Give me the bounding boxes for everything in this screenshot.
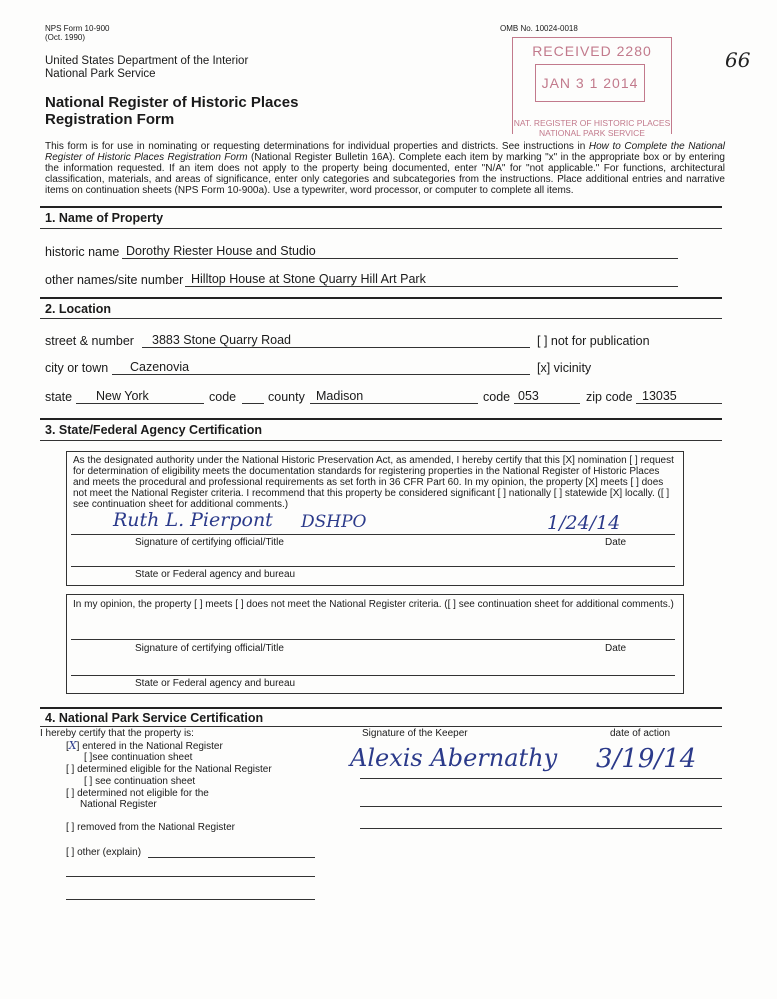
- certifying-title: DSHPO: [301, 512, 367, 532]
- keeper-signature: Alexis Abernathy: [350, 744, 558, 772]
- county-code-label: code: [483, 390, 511, 404]
- certification-text: As the designated authority under the National Historic Preservation Act, as amended, I hereby certify that this [X] nomination [ ] request for determination of eligibility meets the documentation standards for registering properties in the National Register of Historic Places and meets the procedural and professional requirements as set forth in 36 CFR Part 60. In my opinion, the property [X] meets [ ] does not meet the National Register criteria. I recommend that this property be considered significant [ ] nationally [ ] statewide [X] locally. ([ ] see continuation sheet for additional comments.): [73, 455, 674, 510]
- stamp-received: RECEIVED 2280: [532, 43, 652, 59]
- entered-mark: X: [68, 739, 77, 752]
- stamp-line-2: NATIONAL PARK SERVICE: [539, 128, 645, 138]
- keeper-label: Signature of the Keeper: [362, 728, 468, 739]
- agency-line-1: [71, 566, 675, 567]
- other-line-2: [66, 876, 315, 877]
- street-label: street & number: [45, 334, 134, 348]
- section-4-top-rule: [40, 707, 722, 709]
- keeper-line-2: [360, 806, 722, 807]
- service: National Park Service: [45, 68, 156, 80]
- department: United States Department of the Interior: [45, 55, 249, 67]
- other-names-value: Hilltop House at Stone Quarry Hill Art Park: [191, 272, 426, 286]
- state-code-field[interactable]: [242, 389, 264, 404]
- stamp-date: JAN 3 1 2014: [541, 75, 639, 91]
- street-value: 3883 Stone Quarry Road: [152, 333, 291, 347]
- omb-number: OMB No. 10024-0018: [500, 24, 578, 33]
- section-3-top-rule: [40, 418, 722, 420]
- date-label-1: Date: [605, 537, 627, 548]
- stamp-line-1: NAT. REGISTER OF HISTORIC PLACES: [513, 118, 671, 128]
- street-field[interactable]: [142, 333, 530, 348]
- state-code-label: code: [209, 390, 237, 404]
- city-label: city or town: [45, 361, 109, 375]
- keeper-line-3: [360, 828, 722, 829]
- state-field[interactable]: [76, 389, 204, 404]
- page-mark: 66: [725, 48, 751, 72]
- keeper-line-1: [360, 778, 722, 779]
- section-1-rule: [40, 228, 722, 229]
- section-2-rule: [40, 318, 722, 319]
- entered-checkbox[interactable]: [X] entered in the National Register: [66, 739, 223, 752]
- section-2-top-rule: [40, 297, 722, 299]
- county-label: county: [268, 390, 305, 404]
- section-1-heading: 1. Name of Property: [45, 211, 164, 225]
- zip-field[interactable]: [636, 389, 722, 404]
- historic-name-label: historic name: [45, 245, 120, 259]
- historic-name-value: Dorothy Riester House and Studio: [126, 244, 316, 258]
- form-title: National Register of Historic Places: [45, 94, 299, 111]
- form-subtitle: Registration Form: [45, 111, 175, 128]
- instructions: This form is for use in nominating or requesting determinations for individual properties and districts. See instructions in How to Complete the National Register of Historic Places Registration Form (National Register Bulletin 16A). Complete each item by marking "x" in the appropriate box or by entering the information requested. If an item does not apply to the property being documented, enter "N/A" for "not applicable." For functions, architectural classification, materials, and areas of significance, enter only categories and subcategories from the instructions. Place additional entries and narrative items on continuation sheets (NPS Form 10-900a). Use a typewriter, word processor, or computer to complete all items.: [45, 141, 725, 196]
- state-certification-box: [66, 451, 684, 586]
- agency-label-1: State or Federal agency and bureau: [135, 569, 296, 580]
- other-names-label: other names/site number: [45, 273, 184, 287]
- zip-value: 13035: [642, 389, 677, 403]
- stamp-date-box: [535, 64, 645, 102]
- not-eligible-label: National Register: [80, 799, 157, 810]
- signature-line-1: [71, 534, 675, 535]
- certifying-signature: Ruth L. Pierpont: [113, 509, 273, 531]
- historic-name-field[interactable]: [122, 244, 678, 259]
- opinion-box: [66, 594, 684, 694]
- eligible-checkbox[interactable]: [ ] determined eligible for the National Register: [66, 764, 272, 775]
- section-4-heading: 4. National Park Service Certification: [45, 711, 264, 725]
- signature-label-2: Signature of certifying official/Title: [135, 643, 284, 654]
- signature-label-1: Signature of certifying official/Title: [135, 537, 284, 548]
- other-explain-line: [148, 857, 315, 858]
- opinion-text: In my opinion, the property [ ] meets [ ] does not meet the National Register criteria. ([ ] see continuation sheet for additional comments.): [73, 599, 674, 610]
- see-continuation-2[interactable]: [ ] see continuation sheet: [84, 776, 196, 787]
- other-names-field[interactable]: [185, 272, 678, 287]
- form-number: NPS Form 10-900: [45, 24, 110, 33]
- section-3-rule: [40, 440, 722, 441]
- other-line-3: [66, 899, 315, 900]
- state-value: New York: [96, 389, 149, 403]
- date-label-2: Date: [605, 643, 627, 654]
- not-for-publication-checkbox[interactable]: [ ] not for publication: [537, 334, 650, 348]
- agency-line-2: [71, 675, 675, 676]
- section-3-heading: 3. State/Federal Agency Certification: [45, 423, 262, 437]
- see-continuation-1[interactable]: [ ]see continuation sheet: [84, 752, 193, 763]
- county-value: Madison: [316, 389, 364, 403]
- state-label: state: [45, 390, 73, 404]
- other-checkbox[interactable]: [ ] other (explain): [66, 847, 142, 858]
- nps-intro: I hereby certify that the property is:: [40, 728, 194, 739]
- received-stamp: [512, 37, 672, 138]
- action-date-label: date of action: [610, 728, 671, 739]
- certifying-date: 1/24/14: [547, 512, 621, 534]
- zip-label: zip code: [586, 390, 633, 404]
- county-field[interactable]: [310, 389, 478, 404]
- city-field[interactable]: [112, 360, 530, 375]
- city-value: Cazenovia: [130, 360, 190, 374]
- section-4-rule: [40, 726, 722, 727]
- not-eligible-checkbox[interactable]: [ ] determined not eligible for the: [66, 788, 209, 799]
- agency-label-2: State or Federal agency and bureau: [135, 678, 296, 689]
- county-code-value: 053: [518, 389, 539, 403]
- section-1-top-rule: [40, 206, 722, 208]
- signature-line-2: [71, 639, 675, 640]
- county-code-field[interactable]: [514, 389, 580, 404]
- removed-checkbox[interactable]: [ ] removed from the National Register: [66, 822, 235, 833]
- vicinity-checkbox[interactable]: [x] vicinity: [537, 361, 592, 375]
- section-2-heading: 2. Location: [45, 302, 111, 316]
- form-date: (Oct. 1990): [45, 33, 86, 42]
- action-date-value: 3/19/14: [596, 744, 697, 774]
